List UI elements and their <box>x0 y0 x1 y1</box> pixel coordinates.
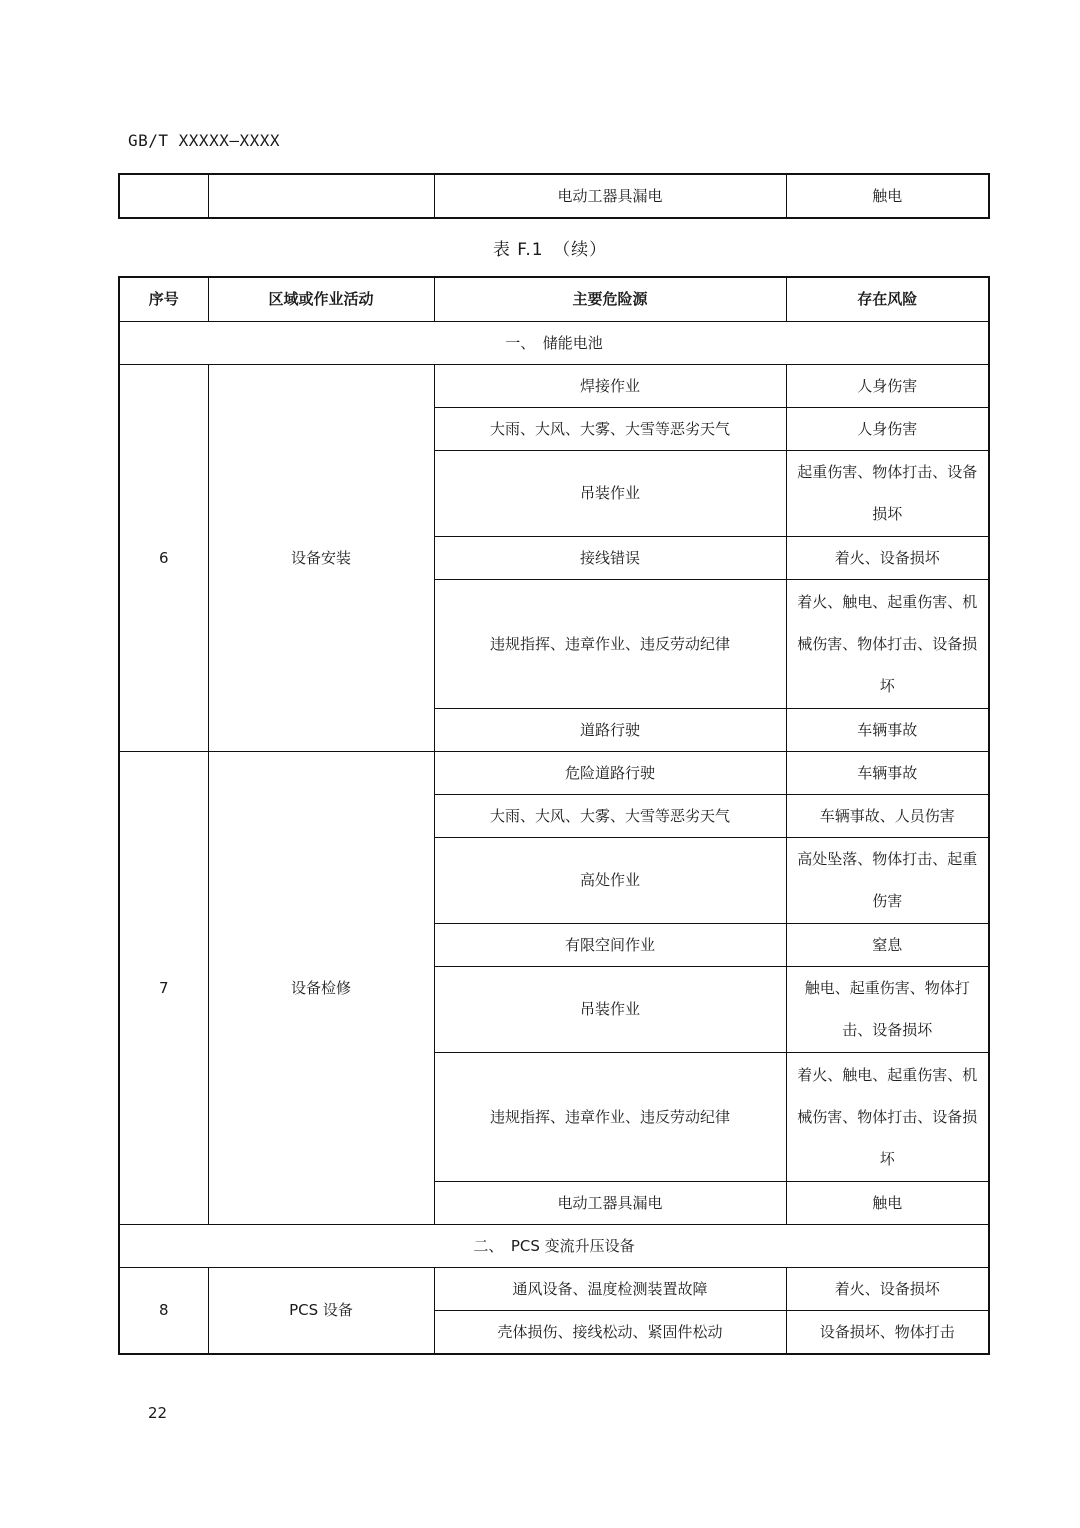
header-area: 区域或作业活动 <box>208 277 434 321</box>
cell-hazard: 有限空间作业 <box>434 923 786 966</box>
header-no: 序号 <box>119 277 208 321</box>
table-header-row <box>119 277 989 321</box>
cell-hazard: 电动工器具漏电 <box>434 1181 786 1224</box>
cell-hazard: 接线错误 <box>434 536 786 579</box>
cell-risk: 高处坠落、物体打击、起重伤害 <box>786 837 989 923</box>
cell-risk: 设备损坏、物体打击 <box>786 1310 989 1354</box>
cell-hazard: 大雨、大风、大雾、大雪等恶劣天气 <box>434 794 786 837</box>
cell-area: PCS 设备 <box>208 1267 434 1354</box>
table-row <box>119 364 989 407</box>
header-hazard: 主要危险源 <box>434 277 786 321</box>
cell-no: 6 <box>119 364 208 751</box>
section-row <box>119 321 989 364</box>
cell-hazard: 电动工器具漏电 <box>434 174 786 218</box>
cell-risk: 人身伤害 <box>786 407 989 450</box>
hazard-table <box>118 276 990 1355</box>
cell-hazard: 通风设备、温度检测装置故障 <box>434 1267 786 1310</box>
cell-risk: 触电 <box>786 174 989 218</box>
cell-hazard: 道路行驶 <box>434 708 786 751</box>
section-row <box>119 1224 989 1267</box>
cell-hazard: 违规指挥、违章作业、违反劳动纪律 <box>434 579 786 708</box>
cell-no: 8 <box>119 1267 208 1354</box>
page-number: 22 <box>148 1404 168 1422</box>
cell-risk: 触电 <box>786 1181 989 1224</box>
cell-risk: 着火、设备损坏 <box>786 1267 989 1310</box>
cell-risk: 窒息 <box>786 923 989 966</box>
cell-area: 设备安装 <box>208 364 434 751</box>
cell-risk: 触电、起重伤害、物体打击、设备损坏 <box>786 966 989 1052</box>
cell-area <box>208 174 434 218</box>
section-title: 一、 储能电池 <box>119 321 989 364</box>
section-title: 二、 PCS 变流升压设备 <box>119 1224 989 1267</box>
cell-risk: 着火、触电、起重伤害、机械伤害、物体打击、设备损坏 <box>786 579 989 708</box>
cell-risk: 车辆事故 <box>786 708 989 751</box>
header-risk: 存在风险 <box>786 277 989 321</box>
cell-hazard: 吊装作业 <box>434 450 786 536</box>
table-caption: 表 F.1 （续） <box>492 240 608 260</box>
cell-risk: 着火、触电、起重伤害、机械伤害、物体打击、设备损坏 <box>786 1052 989 1181</box>
cell-hazard: 焊接作业 <box>434 364 786 407</box>
table-row <box>119 174 989 218</box>
cell-area: 设备检修 <box>208 751 434 1224</box>
cell-risk: 着火、设备损坏 <box>786 536 989 579</box>
cell-risk: 车辆事故 <box>786 751 989 794</box>
cell-risk: 人身伤害 <box>786 364 989 407</box>
cell-no: 7 <box>119 751 208 1224</box>
document-code: GB/T XXXXX—XXXX <box>128 131 280 150</box>
cell-hazard: 吊装作业 <box>434 966 786 1052</box>
table-row <box>119 1267 989 1310</box>
cell-hazard: 高处作业 <box>434 837 786 923</box>
table-row <box>119 751 989 794</box>
cell-hazard: 大雨、大风、大雾、大雪等恶劣天气 <box>434 407 786 450</box>
cell-hazard: 壳体损伤、接线松动、紧固件松动 <box>434 1310 786 1354</box>
cell-no <box>119 174 208 218</box>
cell-hazard: 危险道路行驶 <box>434 751 786 794</box>
carryover-table <box>118 173 990 219</box>
cell-risk: 起重伤害、物体打击、设备损坏 <box>786 450 989 536</box>
cell-hazard: 违规指挥、违章作业、违反劳动纪律 <box>434 1052 786 1181</box>
cell-risk: 车辆事故、人员伤害 <box>786 794 989 837</box>
